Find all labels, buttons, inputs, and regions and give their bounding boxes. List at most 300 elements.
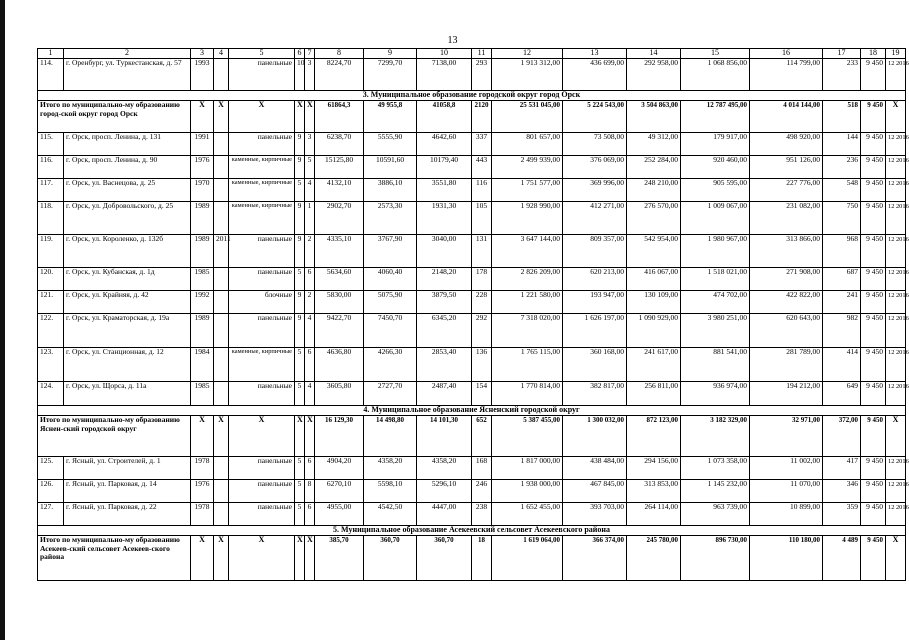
data-cell: 920 460,00 [681,156,750,179]
data-cell: 1989 [191,202,214,235]
data-cell: 9 450 [861,179,886,202]
data-cell: 10 899,00 [750,503,823,526]
data-cell: 4642,60 [417,133,472,156]
subtotal-row [38,536,906,581]
data-cell: 376 069,00 [563,156,627,179]
column-number: 4 [214,49,229,59]
data-cell: 11 070,00 [750,480,823,503]
data-cell: 5634,60 [315,268,364,291]
subtotal-cell: 3 182 329,00 [681,416,750,457]
data-cell: 9 450 [861,314,886,348]
data-cell: панельные [229,480,295,503]
data-cell: 12 2016 [886,179,906,202]
data-cell: 2011 [214,235,229,268]
data-cell: 1985 [191,382,214,406]
column-number: 6 [295,49,305,59]
data-cell: панельные [229,59,295,91]
data-cell: 1989 [191,235,214,268]
housing-register-table [37,48,909,581]
row-number: 116. [38,156,64,179]
subtotal-label: Итого по муниципально-му образованию город-ской округ город Орск [38,101,191,133]
data-cell: 4132,10 [315,179,364,202]
not-applicable-mark: X [191,101,214,133]
row-number: 118. [38,202,64,235]
data-cell: 1970 [191,179,214,202]
row-number: 124. [38,382,64,406]
page-edge-bar [0,0,5,640]
data-cell: 1976 [191,480,214,503]
data-cell: 178 [472,268,492,291]
data-cell: 8 [305,480,315,503]
data-cell: 130 109,00 [627,291,681,314]
data-cell: 9 450 [861,348,886,382]
data-cell [214,291,229,314]
table-row [38,348,906,382]
row-number: 121. [38,291,64,314]
data-cell: 2487,40 [417,382,472,406]
data-cell: 474 702,00 [681,291,750,314]
not-applicable-mark: X [214,416,229,457]
column-number: 11 [472,49,492,59]
data-cell: 4266,30 [364,348,417,382]
subtotal-cell: 14 498,80 [364,416,417,457]
data-cell: 1 145 232,00 [681,480,750,503]
not-applicable-mark: X [295,101,305,133]
data-cell: 264 114,00 [627,503,681,526]
subtotal-cell: 4 489 [823,536,861,581]
data-cell: 15125,80 [315,156,364,179]
subtotal-cell: 366 374,00 [563,536,627,581]
row-number: 126. [38,480,64,503]
data-cell [214,156,229,179]
data-cell: 10179,40 [417,156,472,179]
data-cell: 231 082,00 [750,202,823,235]
data-cell: 951 126,00 [750,156,823,179]
not-applicable-mark: X [886,536,906,581]
subtotal-cell: 518 [823,101,861,133]
data-cell: 4358,20 [364,457,417,480]
data-cell: 3767,90 [364,235,417,268]
subtotal-cell: 5 224 543,00 [563,101,627,133]
subtotal-cell: 4 014 144,00 [750,101,823,133]
data-cell [214,348,229,382]
data-cell: 963 739,00 [681,503,750,526]
data-cell [214,59,229,91]
address-cell: г. Орск, ул. Щорса, д. 11а [64,382,191,406]
data-cell: 620 643,00 [750,314,823,348]
data-cell: 9 450 [861,268,886,291]
subtotal-cell: 245 780,00 [627,536,681,581]
address-cell: г. Орск, ул. Добровольского, д. 25 [64,202,191,235]
data-cell: 246 [472,480,492,503]
data-cell: 131 [472,235,492,268]
data-cell: 9 450 [861,156,886,179]
data-cell: 5075,90 [364,291,417,314]
subtotal-cell: 896 730,00 [681,536,750,581]
data-cell: 292 [472,314,492,348]
data-cell: 3 647 144,00 [492,235,563,268]
data-cell: 393 703,00 [563,503,627,526]
not-applicable-mark: X [191,416,214,457]
subtotal-cell: 18 [472,536,492,581]
data-cell: 809 357,00 [563,235,627,268]
data-cell: 4542,50 [364,503,417,526]
data-cell: 4 [305,314,315,348]
data-cell: 3 [305,59,315,91]
data-cell: 12 2016 [886,268,906,291]
data-cell: 7299,70 [364,59,417,91]
data-cell: 9 450 [861,503,886,526]
not-applicable-mark: X [886,101,906,133]
address-cell: г. Орск, ул. Станционная, д. 12 [64,348,191,382]
data-cell: 5555,90 [364,133,417,156]
data-cell: 382 817,00 [563,382,627,406]
subtotal-label: Итого по муниципально-му образованию Асекеев-ский сельсовет Асекеев-ского района [38,536,191,581]
subtotal-cell: 872 123,00 [627,416,681,457]
data-cell: 9 [295,291,305,314]
column-number: 12 [492,49,563,59]
data-cell: 498 920,00 [750,133,823,156]
data-cell: 905 595,00 [681,179,750,202]
data-cell: 436 699,00 [563,59,627,91]
not-applicable-mark: X [229,536,295,581]
data-cell: 936 974,00 [681,382,750,406]
data-cell: 179 917,00 [681,133,750,156]
data-cell: 1978 [191,457,214,480]
not-applicable-mark: X [305,101,315,133]
table-row [38,503,906,526]
data-cell: 1985 [191,268,214,291]
data-cell: 9 450 [861,133,886,156]
not-applicable-mark: X [295,536,305,581]
address-cell: г. Орск, просп. Ленина, д. 131 [64,133,191,156]
data-cell: 1 817 000,00 [492,457,563,480]
data-cell: 12 2016 [886,457,906,480]
subtotal-cell: 9 450 [861,536,886,581]
data-cell: 281 789,00 [750,348,823,382]
subtotal-cell: 12 787 495,00 [681,101,750,133]
address-cell: г. Оренбург, ул. Туркестанская, д. 57 [64,59,191,91]
column-number: 18 [861,49,886,59]
data-cell: 1 770 814,00 [492,382,563,406]
data-cell: 12 2016 [886,503,906,526]
data-cell: 3 980 251,00 [681,314,750,348]
data-cell: 136 [472,348,492,382]
subtotal-cell: 41058,8 [417,101,472,133]
section-title: 4. Муниципальное образование Ясненский городской округ [38,406,906,416]
data-cell: 2 [305,235,315,268]
data-cell: каменные, кирпичные [229,156,295,179]
subtotal-cell: 25 531 045,00 [492,101,563,133]
table-row [38,291,906,314]
column-number: 9 [364,49,417,59]
column-number: 19 [886,49,906,59]
subtotal-cell: 49 955,8 [364,101,417,133]
data-cell: 1 068 856,00 [681,59,750,91]
data-cell: 359 [823,503,861,526]
data-cell: 3605,80 [315,382,364,406]
data-cell: каменные, кирпичные [229,179,295,202]
data-cell: 276 570,00 [627,202,681,235]
data-cell: 313 853,00 [627,480,681,503]
data-cell: 241 [823,291,861,314]
data-cell: 5 [295,268,305,291]
subtotal-cell: 360,70 [417,536,472,581]
data-cell: 416 067,00 [627,268,681,291]
data-cell: 4904,20 [315,457,364,480]
data-cell: 369 996,00 [563,179,627,202]
data-cell: 1 751 577,00 [492,179,563,202]
data-cell: 9 [295,156,305,179]
data-cell: 9 450 [861,457,886,480]
data-cell: 346 [823,480,861,503]
data-cell: 194 212,00 [750,382,823,406]
data-cell: блочные [229,291,295,314]
data-cell: 2 826 209,00 [492,268,563,291]
data-cell: 1 928 990,00 [492,202,563,235]
data-cell: 1984 [191,348,214,382]
column-number: 3 [191,49,214,59]
table-row [38,382,906,406]
not-applicable-mark: X [886,416,906,457]
data-cell: 1 073 358,00 [681,457,750,480]
data-cell: 7 318 020,00 [492,314,563,348]
row-number: 119. [38,235,64,268]
data-cell [214,457,229,480]
section-title: 5. Муниципальное образование Асекеевский сельсовет Асекеевского района [38,526,906,536]
header-row [38,49,906,59]
section-title: 3. Муниципальное образование городской округ город Орск [38,91,906,101]
subtotal-row [38,416,906,457]
data-cell: 1978 [191,503,214,526]
data-cell: 4358,20 [417,457,472,480]
data-cell: 5598,10 [364,480,417,503]
data-cell: 2902,70 [315,202,364,235]
data-cell: 443 [472,156,492,179]
data-cell: 4955,00 [315,503,364,526]
data-cell: 5 [295,503,305,526]
data-cell: 1 765 115,00 [492,348,563,382]
address-cell: г. Орск, ул. Крайняя, д. 42 [64,291,191,314]
subtotal-cell: 652 [472,416,492,457]
data-cell: 1 938 000,00 [492,480,563,503]
row-number: 115. [38,133,64,156]
data-cell: 228 [472,291,492,314]
data-cell: панельные [229,382,295,406]
data-cell: 360 168,00 [563,348,627,382]
data-cell: 3040,00 [417,235,472,268]
data-cell: 687 [823,268,861,291]
data-cell: панельные [229,268,295,291]
section-header-row [38,526,906,536]
data-cell: 6270,10 [315,480,364,503]
data-cell: 6345,20 [417,314,472,348]
table-row [38,314,906,348]
row-number: 125. [38,457,64,480]
data-cell: 5 [295,480,305,503]
not-applicable-mark: X [305,416,315,457]
data-cell: 8224,70 [315,59,364,91]
not-applicable-mark: X [214,536,229,581]
data-cell: 9 450 [861,291,886,314]
table-row [38,268,906,291]
not-applicable-mark: X [305,536,315,581]
subtotal-cell: 1 300 032,00 [563,416,627,457]
data-cell: 4335,10 [315,235,364,268]
data-cell: 12 2016 [886,133,906,156]
data-cell: 2148,20 [417,268,472,291]
data-cell: панельные [229,133,295,156]
subtotal-cell: 16 129,30 [315,416,364,457]
subtotal-cell: 9 450 [861,416,886,457]
data-cell: 4060,40 [364,268,417,291]
table-row [38,133,906,156]
data-cell: панельные [229,457,295,480]
address-cell: г. Орск, просп. Ленина, д. 90 [64,156,191,179]
data-cell: 968 [823,235,861,268]
column-number: 7 [305,49,315,59]
data-cell: 271 908,00 [750,268,823,291]
row-number: 122. [38,314,64,348]
address-cell: г. Ясный, ул. Строителей, д. 1 [64,457,191,480]
data-cell: 6238,70 [315,133,364,156]
data-cell: 5 [305,156,315,179]
data-cell: 1 652 455,00 [492,503,563,526]
data-cell: 9 450 [861,480,886,503]
address-cell: г. Ясный, ул. Парковая, д. 22 [64,503,191,526]
row-number: 114. [38,59,64,91]
data-cell: каменные, кирпичные [229,202,295,235]
data-cell: 5296,10 [417,480,472,503]
data-cell: 9 450 [861,382,886,406]
subtotal-cell: 61864,3 [315,101,364,133]
data-cell: 548 [823,179,861,202]
data-cell: 12 2016 [886,314,906,348]
data-cell: 9 [295,235,305,268]
data-cell: 5 [295,348,305,382]
row-number: 117. [38,179,64,202]
data-cell: 12 2016 [886,202,906,235]
data-cell: 313 866,00 [750,235,823,268]
data-cell: 982 [823,314,861,348]
data-cell: 1 518 021,00 [681,268,750,291]
data-cell [214,202,229,235]
data-cell: 6 [305,503,315,526]
data-cell: 144 [823,133,861,156]
address-cell: г. Орск, ул. Краматорская, д. 19а [64,314,191,348]
data-cell: каменные, кирпичные [229,348,295,382]
address-cell: г. Орск, ул. Васнецова, д. 25 [64,179,191,202]
data-cell: 5 [295,179,305,202]
table-row [38,156,906,179]
row-number: 120. [38,268,64,291]
data-cell: 337 [472,133,492,156]
data-cell: 3 [305,133,315,156]
address-cell: г. Орск, ул. Короленко, д. 132б [64,235,191,268]
data-cell: 2 499 939,00 [492,156,563,179]
data-cell: 12 2016 [886,382,906,406]
data-cell [214,503,229,526]
data-cell: 168 [472,457,492,480]
page-number: 13 [447,35,458,46]
data-cell: 5830,00 [315,291,364,314]
data-cell: 236 [823,156,861,179]
data-cell: 801 657,00 [492,133,563,156]
data-cell [214,480,229,503]
data-cell: 1976 [191,156,214,179]
not-applicable-mark: X [229,416,295,457]
section-header-row [38,91,906,101]
data-cell: 4636,80 [315,348,364,382]
data-cell: 227 776,00 [750,179,823,202]
data-cell: панельные [229,235,295,268]
subtotal-cell: 3 504 863,00 [627,101,681,133]
data-cell: 248 210,00 [627,179,681,202]
data-cell: 542 954,00 [627,235,681,268]
data-cell: 2853,40 [417,348,472,382]
data-cell: 233 [823,59,861,91]
data-cell [214,268,229,291]
data-cell: 12 2016 [886,235,906,268]
section-header-row [38,406,906,416]
data-cell: 422 822,00 [750,291,823,314]
data-cell: 1991 [191,133,214,156]
subtotal-cell: 32 971,00 [750,416,823,457]
data-cell: 154 [472,382,492,406]
not-applicable-mark: X [214,101,229,133]
column-number: 14 [627,49,681,59]
data-cell: 1989 [191,314,214,348]
address-cell: г. Орск, ул. Кубанская, д. 1д [64,268,191,291]
data-cell: 1931,30 [417,202,472,235]
data-cell: 6 [305,457,315,480]
data-cell: 9 [295,314,305,348]
data-cell: 467 845,00 [563,480,627,503]
data-cell: 438 484,00 [563,457,627,480]
data-cell: 1993 [191,59,214,91]
table-row [38,179,906,202]
subtotal-cell: 1 619 064,00 [492,536,563,581]
column-number: 10 [417,49,472,59]
data-cell: 2 [305,291,315,314]
data-cell: 3879,50 [417,291,472,314]
data-cell: 9 [295,202,305,235]
data-cell: 1 221 580,00 [492,291,563,314]
data-cell: 1 626 197,00 [563,314,627,348]
data-cell: 1992 [191,291,214,314]
data-cell: 73 508,00 [563,133,627,156]
data-cell: 12 2016 [886,59,906,91]
data-cell: 1 [305,202,315,235]
data-cell: 9422,70 [315,314,364,348]
data-cell: 49 312,00 [627,133,681,156]
data-cell [214,179,229,202]
data-cell: 9 [295,133,305,156]
column-number: 17 [823,49,861,59]
data-cell: 5 [295,457,305,480]
data-cell: 4447,00 [417,503,472,526]
column-number: 16 [750,49,823,59]
column-number: 15 [681,49,750,59]
table-row [38,480,906,503]
subtotal-cell: 5 387 455,00 [492,416,563,457]
subtotal-label: Итого по муниципально-му образованию Яснен-ский городской округ [38,416,191,457]
not-applicable-mark: X [295,416,305,457]
data-cell: 4 [305,179,315,202]
data-cell: 1 980 967,00 [681,235,750,268]
data-cell: 750 [823,202,861,235]
data-cell: 3551,80 [417,179,472,202]
